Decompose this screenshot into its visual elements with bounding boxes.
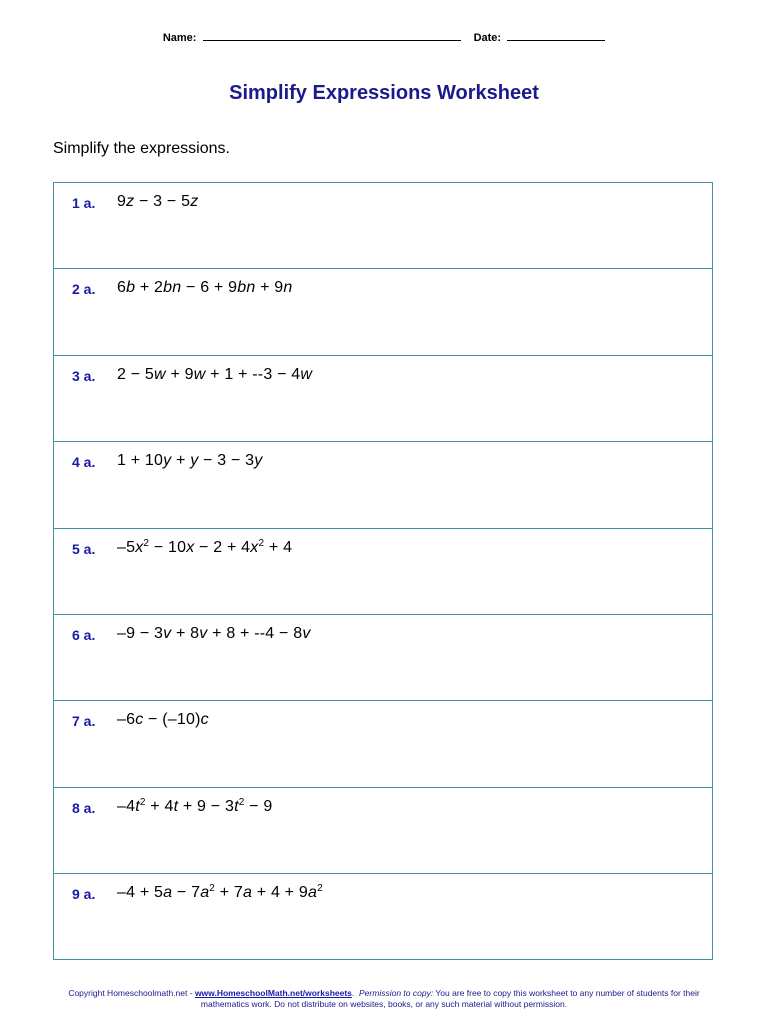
problem-expression: 6b + 2bn − 6 + 9bn + 9n [117, 279, 293, 297]
problem-row [54, 874, 712, 960]
name-label: Name: [162, 32, 197, 44]
problem-row [54, 183, 712, 269]
date-blank-line[interactable] [507, 30, 605, 41]
name-date-header [0, 30, 768, 44]
problem-expression: $-4t^2 + 4t + 9 - 3t^2 - 9$ [117, 796, 273, 815]
footer-period: . [351, 988, 355, 998]
problem-number: 8 a. [72, 799, 96, 816]
name-blank-line[interactable] [203, 30, 461, 41]
footer-copyright: Copyright Homeschoolmath.net - [68, 988, 195, 998]
problem-number: 2 a. [72, 281, 96, 298]
problem-row [54, 529, 712, 615]
problem-number: 6 a. [72, 626, 96, 643]
problem-expression: 2 − 5w + 9w + 1 + --3 − 4w [117, 365, 313, 383]
problem-number: 7 a. [72, 713, 96, 730]
problem-row [54, 269, 712, 355]
copyright-footer [60, 988, 708, 1010]
problem-row [54, 701, 712, 787]
footer-permission-text: You are free to copy this worksheet to any number of students for their mathematics work. Do not distribute on websites, books, or any such material without permission. [200, 988, 700, 1009]
problem-list [53, 182, 713, 960]
problem-number: 9 a. [72, 886, 96, 903]
problem-expression: 1 + 10y + y − 3 − 3y [117, 452, 263, 470]
problem-expression: –6c − (–10)c [117, 711, 209, 729]
problem-expression: $-5x^2 - 10x - 2 + 4x^2 + 4$ [117, 537, 293, 556]
footer-link[interactable]: www.HomeschoolMath.net/worksheets [194, 988, 352, 998]
worksheet-title: Simplify Expressions Worksheet [229, 82, 539, 104]
instructions: Simplify the expressions. [53, 140, 230, 157]
problem-number: 3 a. [72, 367, 96, 384]
problem-expression: –9 − 3v + 8v + 8 + --4 − 8v [117, 624, 311, 642]
problem-row [54, 788, 712, 874]
problem-number: 4 a. [72, 454, 96, 471]
problem-expression: 9z − 3 − 5z [117, 193, 199, 210]
problem-number: 1 a. [72, 195, 96, 211]
problem-row [54, 615, 712, 701]
problem-number: 5 a. [72, 540, 96, 557]
footer-permission-label: Permission to copy: [359, 988, 434, 998]
problem-row [54, 442, 712, 528]
date-label: Date: [473, 32, 502, 44]
problem-row [54, 356, 712, 442]
problem-expression: $-4 + 5a - 7a^2 + 7a + 4 + 9a^2$ [117, 883, 323, 902]
